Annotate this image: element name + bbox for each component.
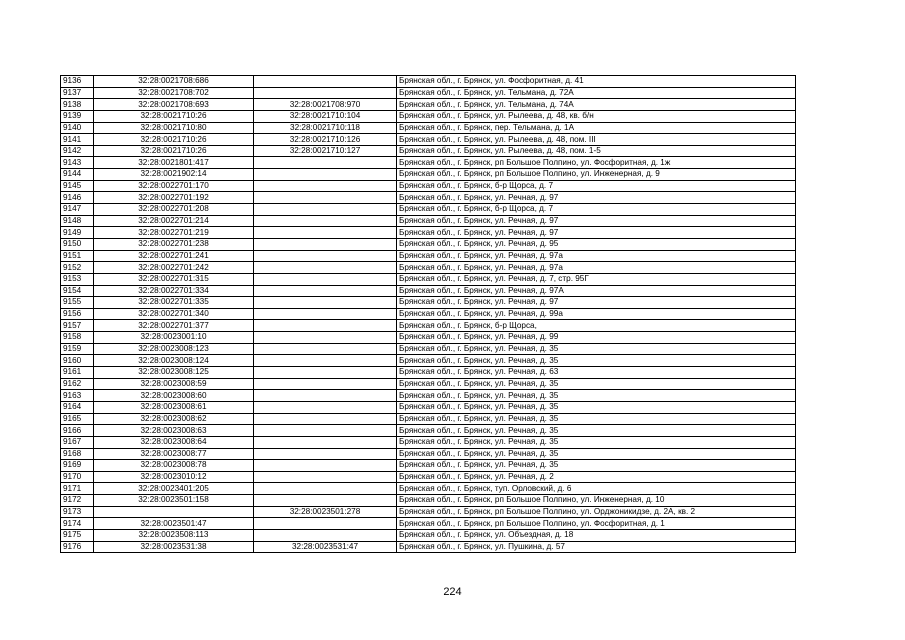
row-number-cell: 9142 bbox=[61, 145, 94, 157]
address-cell: Брянская обл., г. Брянск, ул. Речная, д. 97А bbox=[397, 285, 796, 297]
table-row bbox=[61, 262, 796, 274]
row-number-cell: 9143 bbox=[61, 157, 94, 169]
row-number-cell: 9176 bbox=[61, 541, 94, 553]
cadastral-number-cell: 32:28:0021902:14 bbox=[94, 169, 254, 181]
table-row bbox=[61, 529, 796, 541]
address-cell: Брянская обл., г. Брянск, ул. Речная, д. 97а bbox=[397, 250, 796, 262]
address-cell: Брянская обл., г. Брянск, ул. Речная, д. 35 bbox=[397, 355, 796, 367]
address-cell: Брянская обл., г. Брянск, ул. Речная, д. 35 bbox=[397, 425, 796, 437]
linked-cadastral-number-cell bbox=[254, 204, 397, 216]
linked-cadastral-number-cell bbox=[254, 87, 397, 99]
address-cell: Брянская обл., г. Брянск, ул. Речная, д. 35 bbox=[397, 436, 796, 448]
address-cell: Брянская обл., г. Брянск, б-р Щорса, д. 7 bbox=[397, 204, 796, 216]
linked-cadastral-number-cell bbox=[254, 320, 397, 332]
cadastral-number-cell: 32:28:0022701:377 bbox=[94, 320, 254, 332]
cadastral-number-cell: 32:28:0023531:38 bbox=[94, 541, 254, 553]
linked-cadastral-number-cell: 32:28:0023531:47 bbox=[254, 541, 397, 553]
row-number-cell: 9153 bbox=[61, 273, 94, 285]
row-number-cell: 9145 bbox=[61, 180, 94, 192]
row-number-cell: 9172 bbox=[61, 495, 94, 507]
cadastral-number-cell: 32:28:0023001:10 bbox=[94, 332, 254, 344]
row-number-cell: 9155 bbox=[61, 297, 94, 309]
address-cell: Брянская обл., г. Брянск, ул. Речная, д. 35 bbox=[397, 460, 796, 472]
row-number-cell: 9158 bbox=[61, 332, 94, 344]
table-row bbox=[61, 413, 796, 425]
row-number-cell: 9154 bbox=[61, 285, 94, 297]
address-cell: Брянская обл., г. Брянск, ул. Рылеева, д. 48, пом. III bbox=[397, 134, 796, 146]
table-row bbox=[61, 390, 796, 402]
linked-cadastral-number-cell bbox=[254, 518, 397, 530]
address-cell: Брянская обл., г. Брянск, ул. Речная, д. 35 bbox=[397, 390, 796, 402]
address-cell: Брянская обл., г. Брянск, ул. Тельмана, д. 74А bbox=[397, 99, 796, 111]
row-number-cell: 9137 bbox=[61, 87, 94, 99]
linked-cadastral-number-cell bbox=[254, 390, 397, 402]
table-row bbox=[61, 204, 796, 216]
table-row bbox=[61, 145, 796, 157]
row-number-cell: 9164 bbox=[61, 401, 94, 413]
address-cell: Брянская обл., г. Брянск, ул. Речная, д. 97 bbox=[397, 215, 796, 227]
table-row bbox=[61, 471, 796, 483]
row-number-cell: 9167 bbox=[61, 436, 94, 448]
linked-cadastral-number-cell bbox=[254, 471, 397, 483]
cadastral-number-cell: 32:28:0023008:123 bbox=[94, 343, 254, 355]
table-row bbox=[61, 367, 796, 379]
table-row bbox=[61, 110, 796, 122]
address-cell: Брянская обл., г. Брянск, рп Большое Полпино, ул. Инженерная, д. 9 bbox=[397, 169, 796, 181]
table-row bbox=[61, 122, 796, 134]
row-number-cell: 9152 bbox=[61, 262, 94, 274]
linked-cadastral-number-cell bbox=[254, 355, 397, 367]
row-number-cell: 9139 bbox=[61, 110, 94, 122]
table-row bbox=[61, 250, 796, 262]
table-row bbox=[61, 297, 796, 309]
row-number-cell: 9173 bbox=[61, 506, 94, 518]
linked-cadastral-number-cell bbox=[254, 297, 397, 309]
table-row bbox=[61, 320, 796, 332]
linked-cadastral-number-cell: 32:28:0021710:104 bbox=[254, 110, 397, 122]
address-cell: Брянская обл., г. Брянск, пер. Тельмана, д. 1А bbox=[397, 122, 796, 134]
address-cell: Брянская обл., г. Брянск, ул. Речная, д. 97а bbox=[397, 262, 796, 274]
address-cell: Брянская обл., г. Брянск, ул. Пушкина, д. 57 bbox=[397, 541, 796, 553]
cadastral-number-cell: 32:28:0022701:208 bbox=[94, 204, 254, 216]
address-cell: Брянская обл., г. Брянск, ул. Речная, д. 99а bbox=[397, 308, 796, 320]
cadastral-number-cell: 32:28:0023008:64 bbox=[94, 436, 254, 448]
table-row bbox=[61, 495, 796, 507]
row-number-cell: 9150 bbox=[61, 238, 94, 250]
address-cell: Брянская обл., г. Брянск, ул. Речная, д. 95 bbox=[397, 238, 796, 250]
address-cell: Брянская обл., г. Брянск, рп Большое Полпино, ул. Фосфоритная, д. 1ж bbox=[397, 157, 796, 169]
cadastral-number-cell: 32:28:0023008:62 bbox=[94, 413, 254, 425]
row-number-cell: 9165 bbox=[61, 413, 94, 425]
table-row bbox=[61, 541, 796, 553]
row-number-cell: 9175 bbox=[61, 529, 94, 541]
table-row bbox=[61, 285, 796, 297]
address-cell: Брянская обл., г. Брянск, б-р Щорса, bbox=[397, 320, 796, 332]
address-cell: Брянская обл., г. Брянск, ул. Рылеева, д. 48, кв. б/н bbox=[397, 110, 796, 122]
row-number-cell: 9151 bbox=[61, 250, 94, 262]
row-number-cell: 9160 bbox=[61, 355, 94, 367]
table-row bbox=[61, 192, 796, 204]
linked-cadastral-number-cell bbox=[254, 180, 397, 192]
row-number-cell: 9136 bbox=[61, 76, 94, 88]
cadastral-number-cell bbox=[94, 506, 254, 518]
cadastral-number-cell: 32:28:0023008:77 bbox=[94, 448, 254, 460]
table-row bbox=[61, 308, 796, 320]
cadastral-number-cell: 32:28:0023008:59 bbox=[94, 378, 254, 390]
cadastral-number-cell: 32:28:0022701:335 bbox=[94, 297, 254, 309]
linked-cadastral-number-cell bbox=[254, 401, 397, 413]
row-number-cell: 9144 bbox=[61, 169, 94, 181]
table-row bbox=[61, 483, 796, 495]
table-row bbox=[61, 273, 796, 285]
row-number-cell: 9140 bbox=[61, 122, 94, 134]
cadastral-number-cell: 32:28:0023008:78 bbox=[94, 460, 254, 472]
cadastral-number-cell: 32:28:0023008:61 bbox=[94, 401, 254, 413]
cadastral-number-cell: 32:28:0022701:340 bbox=[94, 308, 254, 320]
row-number-cell: 9141 bbox=[61, 134, 94, 146]
cadastral-number-cell: 32:28:0021801:417 bbox=[94, 157, 254, 169]
linked-cadastral-number-cell bbox=[254, 215, 397, 227]
linked-cadastral-number-cell: 32:28:0023501:278 bbox=[254, 506, 397, 518]
cadastral-number-cell: 32:28:0023008:60 bbox=[94, 390, 254, 402]
address-cell: Брянская обл., г. Брянск, ул. Речная, д. 35 bbox=[397, 448, 796, 460]
table-row bbox=[61, 332, 796, 344]
linked-cadastral-number-cell bbox=[254, 367, 397, 379]
linked-cadastral-number-cell bbox=[254, 227, 397, 239]
address-cell: Брянская обл., г. Брянск, ул. Речная, д. 97 bbox=[397, 192, 796, 204]
row-number-cell: 9138 bbox=[61, 99, 94, 111]
address-cell: Брянская обл., г. Брянск, рп Большое Полпино, ул. Орджоникидзе, д. 2А, кв. 2 bbox=[397, 506, 796, 518]
address-cell: Брянская обл., г. Брянск, ул. Тельмана, д. 72А bbox=[397, 87, 796, 99]
cadastral-number-cell: 32:28:0023501:47 bbox=[94, 518, 254, 530]
cadastral-number-cell: 32:28:0021710:26 bbox=[94, 145, 254, 157]
address-cell: Брянская обл., г. Брянск, ул. Речная, д. 99 bbox=[397, 332, 796, 344]
table-row bbox=[61, 227, 796, 239]
cadastral-number-cell: 32:28:0021708:686 bbox=[94, 76, 254, 88]
address-cell: Брянская обл., г. Брянск, туп. Орловский, д. 6 bbox=[397, 483, 796, 495]
row-number-cell: 9169 bbox=[61, 460, 94, 472]
registry-table-body bbox=[61, 76, 796, 553]
address-cell: Брянская обл., г. Брянск, ул. Речная, д. 35 bbox=[397, 343, 796, 355]
row-number-cell: 9171 bbox=[61, 483, 94, 495]
linked-cadastral-number-cell bbox=[254, 343, 397, 355]
table-row bbox=[61, 401, 796, 413]
cadastral-number-cell: 32:28:0022701:219 bbox=[94, 227, 254, 239]
address-cell: Брянская обл., г. Брянск, ул. Речная, д. 97 bbox=[397, 297, 796, 309]
table-row bbox=[61, 215, 796, 227]
row-number-cell: 9161 bbox=[61, 367, 94, 379]
row-number-cell: 9148 bbox=[61, 215, 94, 227]
address-cell: Брянская обл., г. Брянск, ул. Объездная, д. 18 bbox=[397, 529, 796, 541]
linked-cadastral-number-cell bbox=[254, 529, 397, 541]
linked-cadastral-number-cell bbox=[254, 169, 397, 181]
row-number-cell: 9170 bbox=[61, 471, 94, 483]
linked-cadastral-number-cell: 32:28:0021710:126 bbox=[254, 134, 397, 146]
linked-cadastral-number-cell bbox=[254, 262, 397, 274]
address-cell: Брянская обл., г. Брянск, ул. Речная, д. 2 bbox=[397, 471, 796, 483]
linked-cadastral-number-cell bbox=[254, 460, 397, 472]
page-number: 224 bbox=[443, 586, 462, 598]
cadastral-number-cell: 32:28:0023508:113 bbox=[94, 529, 254, 541]
row-number-cell: 9168 bbox=[61, 448, 94, 460]
row-number-cell: 9157 bbox=[61, 320, 94, 332]
cadastral-number-cell: 32:28:0022701:334 bbox=[94, 285, 254, 297]
table-row bbox=[61, 460, 796, 472]
cadastral-number-cell: 32:28:0023501:158 bbox=[94, 495, 254, 507]
cadastral-number-cell: 32:28:0021708:702 bbox=[94, 87, 254, 99]
table-row bbox=[61, 99, 796, 111]
linked-cadastral-number-cell bbox=[254, 483, 397, 495]
table-row bbox=[61, 180, 796, 192]
row-number-cell: 9162 bbox=[61, 378, 94, 390]
address-cell: Брянская обл., г. Брянск, ул. Речная, д. 35 bbox=[397, 401, 796, 413]
table-row bbox=[61, 518, 796, 530]
table-row bbox=[61, 157, 796, 169]
address-cell: Брянская обл., г. Брянск, ул. Рылеева, д. 48, пом. 1-5 bbox=[397, 145, 796, 157]
linked-cadastral-number-cell bbox=[254, 238, 397, 250]
linked-cadastral-number-cell bbox=[254, 436, 397, 448]
cadastral-number-cell: 32:28:0023010:12 bbox=[94, 471, 254, 483]
registry-table bbox=[60, 75, 796, 553]
linked-cadastral-number-cell bbox=[254, 250, 397, 262]
address-cell: Брянская обл., г. Брянск, ул. Речная, д. 7, стр. 95Г bbox=[397, 273, 796, 285]
cadastral-number-cell: 32:28:0022701:241 bbox=[94, 250, 254, 262]
row-number-cell: 9156 bbox=[61, 308, 94, 320]
address-cell: Брянская обл., г. Брянск, ул. Речная, д. 35 bbox=[397, 378, 796, 390]
table-row bbox=[61, 343, 796, 355]
cadastral-number-cell: 32:28:0022701:192 bbox=[94, 192, 254, 204]
linked-cadastral-number-cell bbox=[254, 273, 397, 285]
address-cell: Брянская обл., г. Брянск, ул. Речная, д. 97 bbox=[397, 227, 796, 239]
linked-cadastral-number-cell: 32:28:0021710:118 bbox=[254, 122, 397, 134]
address-cell: Брянская обл., г. Брянск, ул. Речная, д. 35 bbox=[397, 413, 796, 425]
address-cell: Брянская обл., г. Брянск, ул. Фосфоритная, д. 41 bbox=[397, 76, 796, 88]
row-number-cell: 9163 bbox=[61, 390, 94, 402]
linked-cadastral-number-cell: 32:28:0021710:127 bbox=[254, 145, 397, 157]
table-row bbox=[61, 425, 796, 437]
linked-cadastral-number-cell bbox=[254, 448, 397, 460]
table-row bbox=[61, 436, 796, 448]
linked-cadastral-number-cell bbox=[254, 285, 397, 297]
cadastral-number-cell: 32:28:0022701:170 bbox=[94, 180, 254, 192]
cadastral-number-cell: 32:28:0021710:26 bbox=[94, 134, 254, 146]
linked-cadastral-number-cell bbox=[254, 425, 397, 437]
row-number-cell: 9174 bbox=[61, 518, 94, 530]
row-number-cell: 9166 bbox=[61, 425, 94, 437]
cadastral-number-cell: 32:28:0021710:80 bbox=[94, 122, 254, 134]
cadastral-number-cell: 32:28:0021708:693 bbox=[94, 99, 254, 111]
linked-cadastral-number-cell bbox=[254, 378, 397, 390]
linked-cadastral-number-cell bbox=[254, 332, 397, 344]
linked-cadastral-number-cell bbox=[254, 76, 397, 88]
address-cell: Брянская обл., г. Брянск, рп Большое Полпино, ул. Инженерная, д. 10 bbox=[397, 495, 796, 507]
cadastral-number-cell: 32:28:0022701:242 bbox=[94, 262, 254, 274]
row-number-cell: 9147 bbox=[61, 204, 94, 216]
linked-cadastral-number-cell bbox=[254, 308, 397, 320]
row-number-cell: 9149 bbox=[61, 227, 94, 239]
table-row bbox=[61, 355, 796, 367]
table-row bbox=[61, 76, 796, 88]
linked-cadastral-number-cell bbox=[254, 192, 397, 204]
cadastral-number-cell: 32:28:0023401:205 bbox=[94, 483, 254, 495]
table-row bbox=[61, 378, 796, 390]
cadastral-number-cell: 32:28:0023008:63 bbox=[94, 425, 254, 437]
cadastral-number-cell: 32:28:0022701:238 bbox=[94, 238, 254, 250]
table-row bbox=[61, 238, 796, 250]
linked-cadastral-number-cell bbox=[254, 157, 397, 169]
row-number-cell: 9159 bbox=[61, 343, 94, 355]
cadastral-number-cell: 32:28:0023008:125 bbox=[94, 367, 254, 379]
address-cell: Брянская обл., г. Брянск, ул. Речная, д. 63 bbox=[397, 367, 796, 379]
row-number-cell: 9146 bbox=[61, 192, 94, 204]
cadastral-number-cell: 32:28:0022701:214 bbox=[94, 215, 254, 227]
table-row bbox=[61, 134, 796, 146]
linked-cadastral-number-cell bbox=[254, 495, 397, 507]
table-row bbox=[61, 506, 796, 518]
cadastral-number-cell: 32:28:0022701:315 bbox=[94, 273, 254, 285]
linked-cadastral-number-cell bbox=[254, 413, 397, 425]
table-row bbox=[61, 448, 796, 460]
linked-cadastral-number-cell: 32:28:0021708:970 bbox=[254, 99, 397, 111]
address-cell: Брянская обл., г. Брянск, б-р Щорса, д. 7 bbox=[397, 180, 796, 192]
cadastral-number-cell: 32:28:0023008:124 bbox=[94, 355, 254, 367]
table-row bbox=[61, 169, 796, 181]
address-cell: Брянская обл., г. Брянск, рп Большое Полпино, ул. Фосфоритная, д. 1 bbox=[397, 518, 796, 530]
table-row bbox=[61, 87, 796, 99]
cadastral-number-cell: 32:28:0021710:26 bbox=[94, 110, 254, 122]
